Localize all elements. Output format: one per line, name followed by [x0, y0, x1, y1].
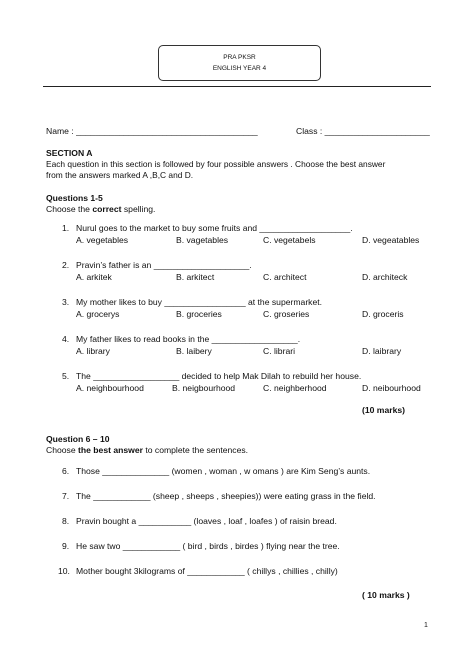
part2-marks: ( 10 marks )	[362, 590, 410, 600]
part1-instruction: Choose the correct spelling.	[46, 204, 156, 214]
question-number: 8.	[62, 516, 70, 526]
exam-subtitle: ENGLISH YEAR 4	[212, 65, 267, 72]
question-text: My mother likes to buy _________________ at the supermarket.	[76, 297, 323, 307]
option-c: C. architect	[263, 272, 307, 282]
question-number: 10.	[58, 566, 70, 576]
option-a: A. library	[76, 346, 110, 356]
option-a: A. grocerys	[76, 309, 120, 319]
option-b: B. laibery	[176, 346, 212, 356]
section-a-intro-2: from the answers marked A ,B,C and D.	[46, 170, 194, 180]
question-text: Nurul goes to the market to buy some fruits and ___________________.	[76, 223, 353, 233]
question-text: The ____________ (sheep , sheeps , sheepies)) were eating grass in the field.	[76, 491, 376, 501]
option-c: C. vegetabels	[263, 235, 316, 245]
option-a: A. vegetables	[76, 235, 129, 245]
exam-header-box	[158, 45, 321, 81]
class-field: Class : ______________________	[296, 126, 430, 136]
header-divider	[43, 86, 431, 87]
question-text: Pravin bought a ___________ (loaves , loaf , loafes ) of raisin bread.	[76, 516, 337, 526]
question-number: 7.	[62, 491, 70, 501]
option-a: A. neighbourhood	[76, 383, 144, 393]
name-field: Name : ______________________________________	[46, 126, 258, 136]
page-number: 1	[424, 622, 428, 629]
section-a-intro-1: Each question in this section is followed by four possible answers . Choose the best answer	[46, 159, 386, 169]
option-d: D. vegeatables	[362, 235, 420, 245]
option-b: B. vagetables	[176, 235, 229, 245]
question-text: My father likes to read books in the __________________.	[76, 334, 301, 344]
option-b: B. neigbourhood	[172, 383, 236, 393]
question-text: Those ______________ (women , woman , w omans ) are Kim Seng’s aunts.	[76, 466, 371, 476]
option-c: C. librari	[263, 346, 295, 356]
option-b: B. arkitect	[176, 272, 215, 282]
option-d: D. architeck	[362, 272, 408, 282]
part1-marks: (10 marks)	[362, 405, 405, 415]
part2-title: Question 6 – 10	[46, 434, 110, 444]
question-number: 4.	[62, 334, 70, 344]
question-number: 5.	[62, 371, 70, 381]
question-text: He saw two ____________ ( bird , birds , birdes ) flying near the tree.	[76, 541, 340, 551]
part1-title: Questions 1-5	[46, 193, 103, 203]
option-a: A. arkitek	[76, 272, 112, 282]
option-c: C. neighberhood	[263, 383, 327, 393]
exam-title: PRA PKSR	[223, 54, 256, 61]
part2-instruction: Choose the best answer to complete the sentences.	[46, 445, 249, 455]
option-d: D. neibourhood	[362, 383, 421, 393]
question-number: 2.	[62, 260, 70, 270]
option-c: C. groseries	[263, 309, 310, 319]
option-d: D. laibrary	[362, 346, 402, 356]
question-text: Pravin’s father is an ____________________.	[76, 260, 252, 270]
section-a-title: SECTION A	[46, 148, 93, 158]
question-number: 1.	[62, 223, 70, 233]
question-number: 6.	[62, 466, 70, 476]
question-text: Mother bought 3kilograms of ____________ ( chillys , chillies , chilly)	[76, 566, 338, 576]
question-number: 3.	[62, 297, 70, 307]
option-b: B. groceries	[176, 309, 222, 319]
question-text: The __________________ decided to help Mak Dilah to rebuild her house.	[76, 371, 362, 381]
option-d: D. groceris	[362, 309, 404, 319]
question-number: 9.	[62, 541, 70, 551]
